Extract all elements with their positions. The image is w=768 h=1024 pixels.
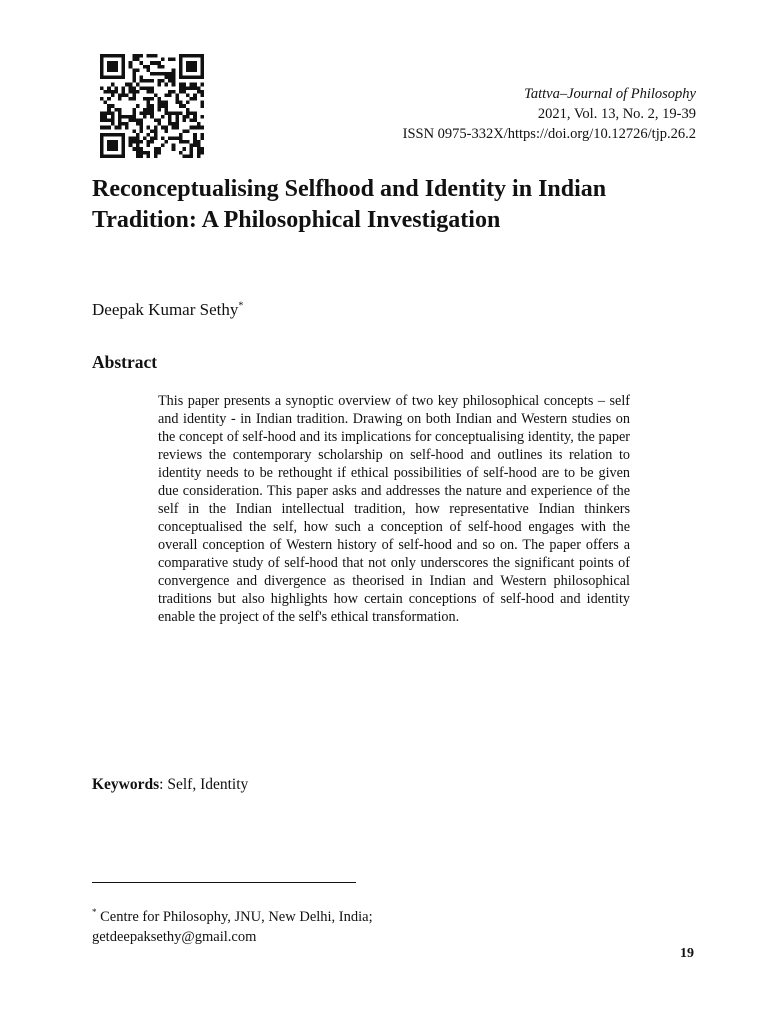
footnote-divider bbox=[92, 882, 356, 883]
footnote-email: getdeepaksethy@gmail.com bbox=[92, 928, 257, 945]
issn-doi: ISSN 0975-332X/https://doi.org/10.12726/tjp.26.2 bbox=[402, 126, 696, 142]
keywords-separator: : bbox=[159, 776, 168, 793]
qr-code-icon bbox=[100, 54, 204, 158]
abstract-body: This paper presents a synoptic overview of two key philosophical concepts – self and identity - in Indian tradition. Drawing on both Indian and Western studies on the concept of self-hood and its implications for conceptualising identity, the paper reviews the contemporary scholarship on self-hood and outlines its relation to identity needs to be rethought if ethical possibilities of self-hood are to be given due consideration. This paper asks and addresses the nature and experience of the self in the Indian intellectual tradition, how representative Indian thinkers conceptualised the self, how such a conception of self-hood engages with the overall conception of Western history of self-hood and so on. The paper offers a comparative study of self-hood that not only underscores the significant points of convergence and divergence as theorised in Indian and Western philosophical traditions but also highlights how certain conceptions of self-hood and identity enable the project of the self's ethical transformation. bbox=[158, 393, 630, 625]
journal-header bbox=[403, 84, 696, 144]
author-name: Deepak Kumar Sethy bbox=[92, 300, 239, 319]
abstract-heading: Abstract bbox=[92, 352, 158, 372]
journal-name: Tattva–Journal of Philosophy bbox=[524, 86, 696, 102]
page-number: 19 bbox=[680, 946, 694, 961]
author-footnote-marker: * bbox=[238, 300, 244, 312]
paper-title: Reconceptualising Selfhood and Identity in Indian Tradition: A Philosophical Investigation bbox=[92, 176, 607, 233]
keywords-label: Keywords bbox=[92, 776, 160, 793]
footnote-affiliation: Centre for Philosophy, JNU, New Delhi, India; bbox=[100, 908, 373, 925]
keywords-line bbox=[92, 776, 248, 794]
footnote-marker: * bbox=[92, 907, 97, 917]
volume-info: 2021, Vol. 13, No. 2, 19-39 bbox=[537, 106, 696, 122]
keywords-value: Self, Identity bbox=[167, 776, 249, 793]
footnote bbox=[92, 902, 512, 947]
author-line bbox=[92, 300, 243, 320]
